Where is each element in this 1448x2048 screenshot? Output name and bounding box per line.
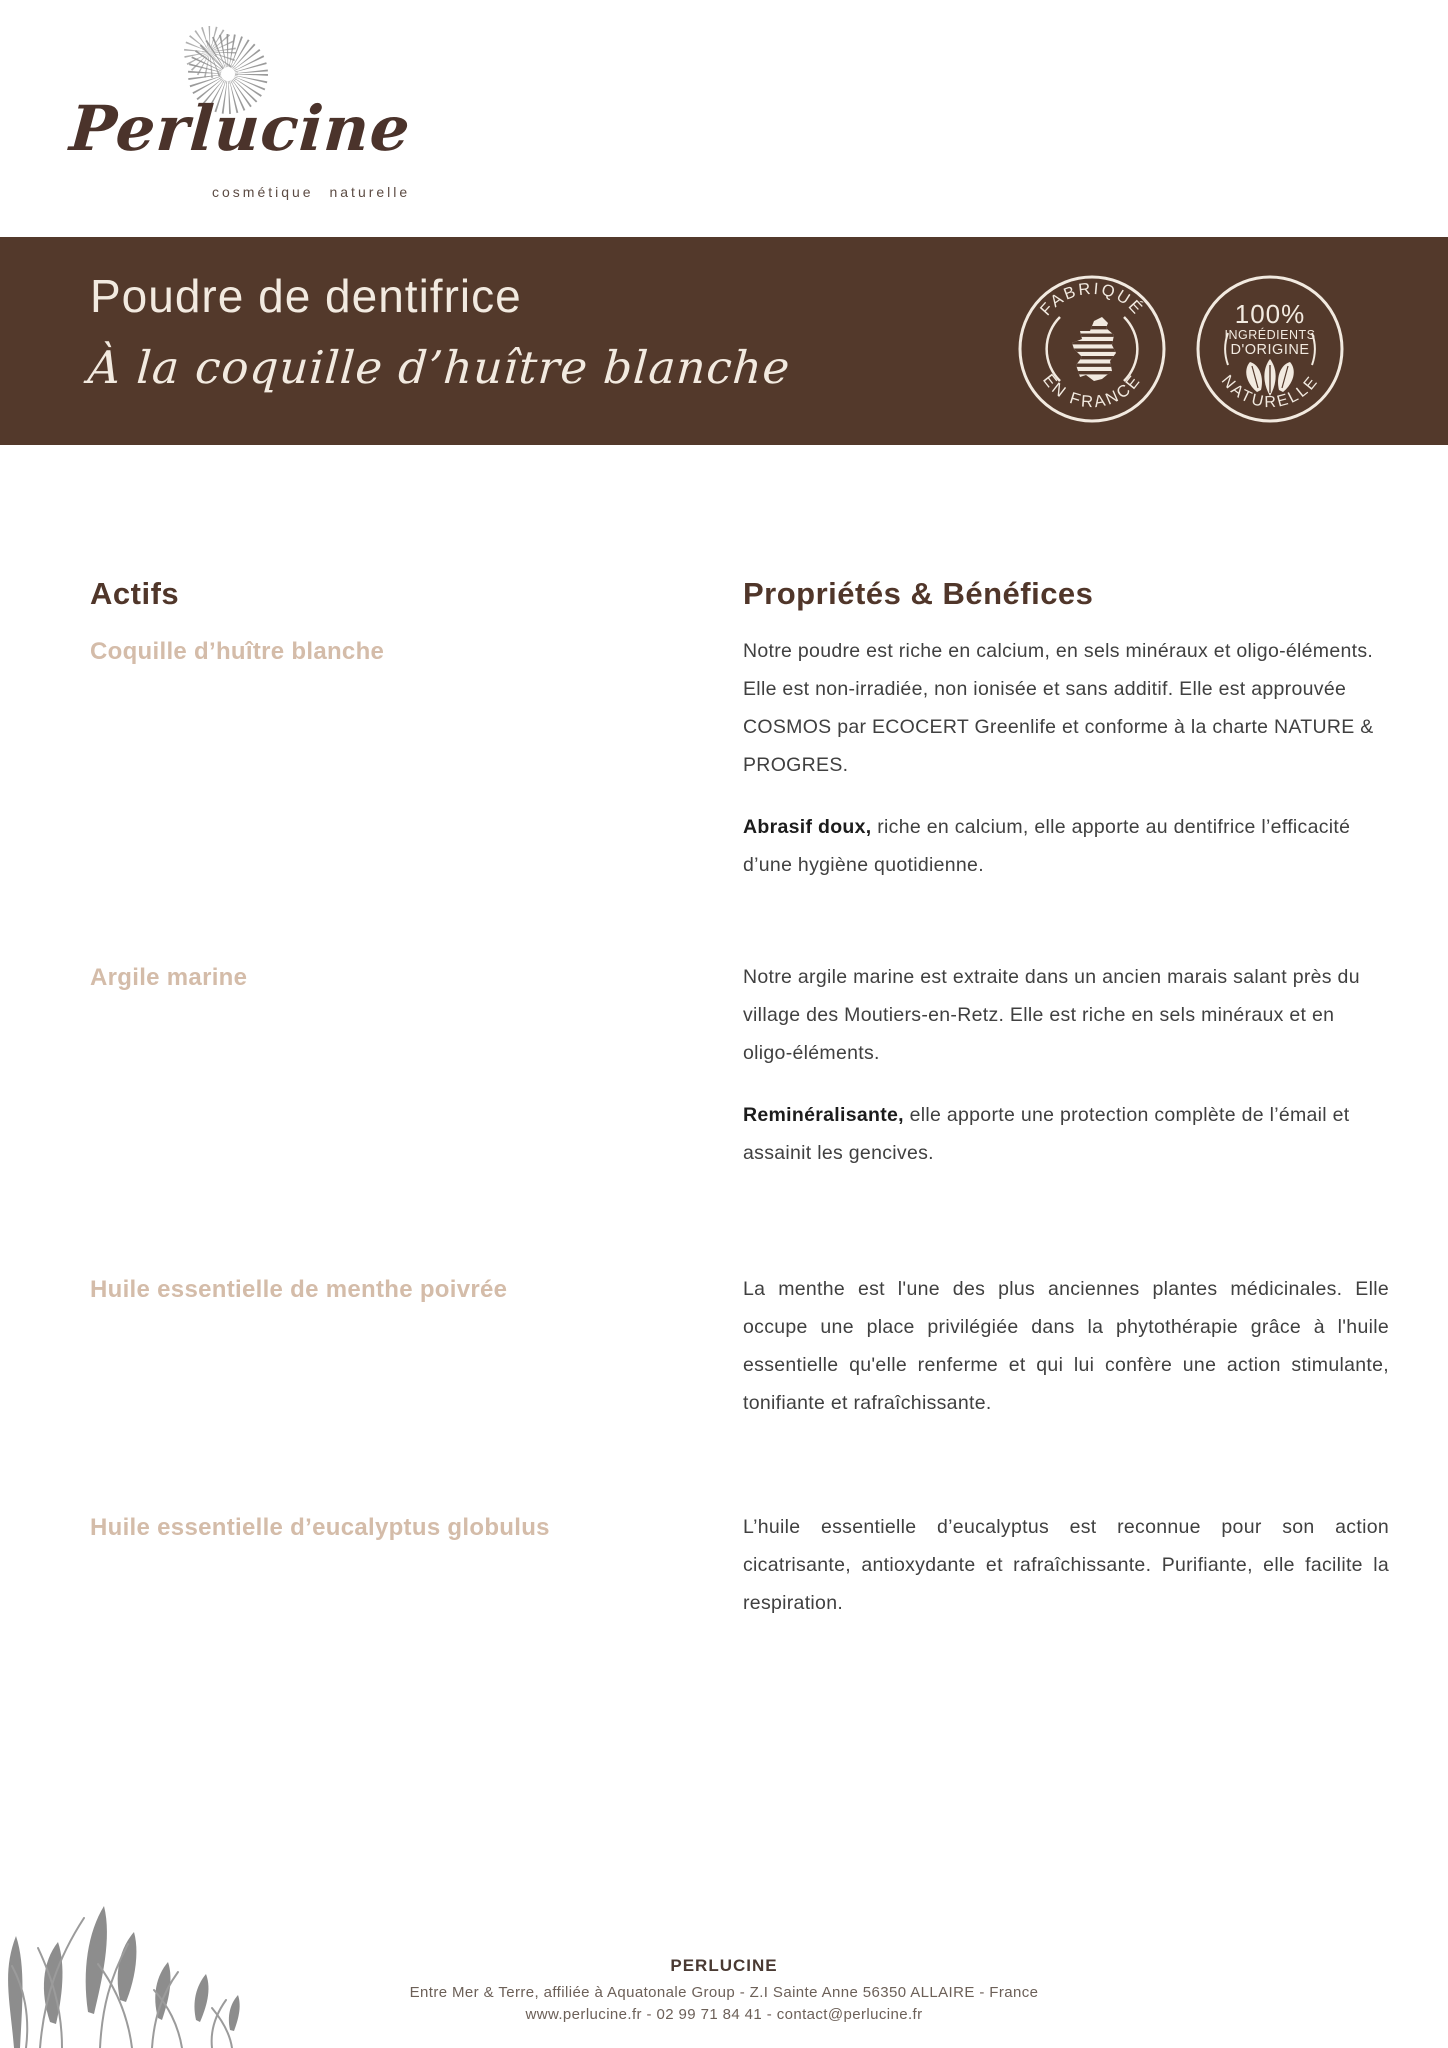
section-text bbox=[743, 632, 1389, 908]
badge1-top-text: FABRIQUÉ bbox=[1036, 279, 1148, 320]
paragraph: L’huile essentielle d’eucalyptus est reconnue pour son action cicatrisante, antioxydante et rafraîchissante. Purifiante, elle facilite la respiration. bbox=[743, 1516, 1389, 1614]
made-in-france-badge bbox=[1016, 273, 1168, 425]
badge2-percent: 100% bbox=[1234, 299, 1306, 329]
active-label: Huile essentielle de menthe poivrée bbox=[90, 1276, 508, 1303]
section-text bbox=[743, 958, 1389, 1196]
natural-ingredients-badge bbox=[1194, 273, 1346, 425]
footer-address: Entre Mer & Terre, affiliée à Aquatonale Group - Z.I Sainte Anne 56350 ALLAIRE - France bbox=[409, 1984, 1039, 2001]
france-map-icon bbox=[1066, 317, 1122, 381]
paragraph: Reminéralisante, elle apporte une protection complète de l’émail et assainit les gencives. bbox=[743, 1104, 1350, 1164]
paragraph: La menthe est l'une des plus anciennes plantes médicinales. Elle occupe une place privilégiée dans la phytothérapie grâce à l'huile essentielle qu'elle renferme et qui lui confère une action stimulante, tonifiante et rafraîchissante. bbox=[743, 1278, 1389, 1414]
paragraph: Notre argile marine est extraite dans un ancien marais salant près du village des Moutiers-en-Retz. Elle est riche en sels minéraux et en oligo-éléments. bbox=[743, 966, 1360, 1064]
brand-name: Perlucine bbox=[67, 92, 414, 165]
product-title: Poudre de dentifrice bbox=[90, 270, 522, 322]
badge1-bottom-text: EN FRANCE bbox=[1039, 370, 1145, 412]
active-label: Coquille d’huître blanche bbox=[90, 638, 385, 665]
badge2-bottom-text: NATURELLE bbox=[1217, 372, 1323, 412]
footer-contact: www.perlucine.fr - 02 99 71 84 41 - contact@perlucine.fr bbox=[525, 2006, 923, 2023]
section-text bbox=[743, 1270, 1389, 1446]
badge2-ingredients: INGRÉDIENTS bbox=[1224, 328, 1316, 342]
page-footer bbox=[0, 1956, 1448, 2026]
badge2-origine: D'ORIGINE bbox=[1230, 342, 1310, 358]
paragraph: Abrasif doux, riche en calcium, elle apporte au dentifrice l’efficacité d’une hygiène quotidienne. bbox=[743, 816, 1351, 876]
leaves-icon bbox=[1246, 359, 1294, 396]
product-subtitle: À la coquille d’huître blanche bbox=[86, 341, 793, 394]
properties-column-header: Propriétés & Bénéfices bbox=[743, 576, 1094, 611]
brand-tagline: cosmétique naturelle bbox=[212, 184, 411, 200]
paragraph: Notre poudre est riche en calcium, en sels minéraux et oligo-éléments. Elle est non-irradiée, non ionisée et sans additif. Elle est approuvée COSMOS par ECOCERT Greenlife et conforme à la charte NATURE & PROGRES. bbox=[743, 640, 1374, 776]
brand-logo bbox=[0, 0, 460, 220]
actives-column-header: Actifs bbox=[90, 576, 180, 611]
section-text bbox=[743, 1508, 1389, 1646]
title-band bbox=[0, 237, 1448, 445]
active-label: Huile essentielle d’eucalyptus globulus bbox=[90, 1514, 550, 1541]
svg-text:FABRIQUÉ bbox=[1037, 280, 1148, 320]
footer-company: PERLUCINE bbox=[670, 1956, 778, 1975]
active-label: Argile marine bbox=[90, 964, 248, 991]
